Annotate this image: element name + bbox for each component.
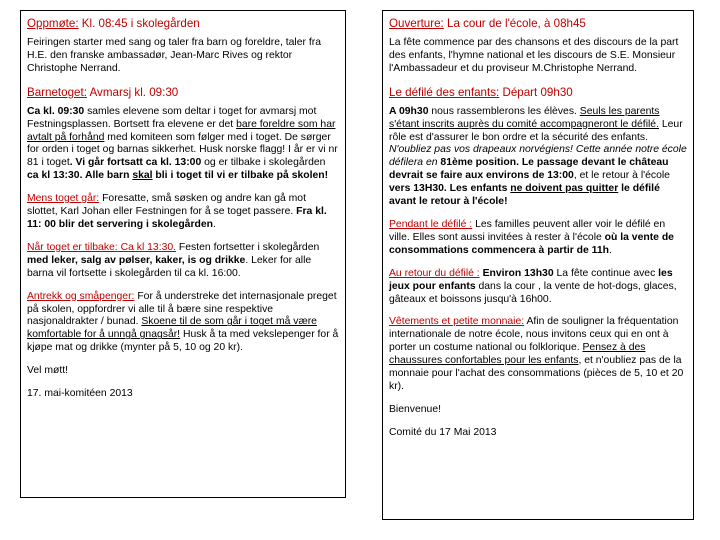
signature: 17. mai-komitéen 2013 xyxy=(27,388,133,400)
ouverture-heading: Ouverture: La cour de l'école, à 08h45 xyxy=(389,17,586,30)
antrekk-paragraph: Antrekk og småpenger: For å understreke det internasjonale preget på skolen, oppfordrer vi alle til å bære sine respektive nasjonaldrakter / bunad. Skoene til de som går i toget må være komfortable for å unngå gnagsår! Husk å ta med vekslepenger for å kjøpe mat og drikke (mynter på 5, 10 og 20 kr). xyxy=(27,290,339,354)
defile-paragraph: A 09h30 nous rassemblerons les élèves. Seuls les parents s'étant inscrits auprès du comité accompagneront le défilé. Leur rôle est d'assurer le bon ordre et la sécurité des enfants. N'oubliez pas vos drapeaux norvégiens! Cette année notre école défilera en 81ème position. Le passage devant le château devrait se faire aux environs de 13:00, et le retour à l'école vers 13H30. Les enfants ne doivent pas quitter le défilé avant le retour à l'école! xyxy=(389,105,687,208)
french-column xyxy=(382,10,694,520)
bienvenue: Bienvenue! xyxy=(389,403,441,415)
ouverture-paragraph: La fête commence par des chansons et des discours de la part des enfants, l'hymne national et les discours de S.E. Monsieur l'Ambassadeur et du proviseur M.Christophe Nerrand. xyxy=(389,37,679,74)
vetements-paragraph: Vêtements et petite monnaie: Afin de souligner la fréquentation internationale de notre école, nous invitons ceux qui en ont à porter un costume national ou folklorique. Pensez à des chaussures confortables pour les enfants, et n'oubliez pas de la monnaie pour l'achat des consommations (pièces de 5, 10 et 20 kr). xyxy=(389,316,684,392)
mens-toget-paragraph: Mens toget går: Foresatte, små søsken og andre kan gå mot slottet, Karl Johan eller Festningen for å se toget passere. Fra kl. 11: 00 blir det servering i skolegården. xyxy=(27,193,327,230)
oppmote-heading: Oppmøte: Kl. 08:45 i skolegården xyxy=(27,17,200,30)
greeting: Vel møtt! xyxy=(27,365,68,377)
norwegian-column xyxy=(20,10,346,498)
retour-paragraph: Au retour du défilé : Environ 13h30 La fête continue avec les jeux pour enfants dans la cour , la vente de hot-dogs, glaces, gâteaux et boissons jusqu'à 16h00. xyxy=(389,267,677,305)
comite-signature: Comité du 17 Mai 2013 xyxy=(389,426,497,438)
barnetoget-paragraph: Ca kl. 09:30 samles elevene som deltar i toget for avmarsj mot Festningsplassen. Bortsett fra elevene er det bare foreldre som har avtalt på forhånd med komiteen som følger med i toget. De sørger for orden i toget og barnas sikkerhet. Husk norske flagg! I år er vi nr 81 i toget. Vi går fortsatt ca kl. 13:00 og er tilbake i skolegården ca kl 13:30. Alle barn skal bli i toget til vi er tilbake på skolen! xyxy=(27,105,338,182)
barnetoget-heading: Barnetoget: Avmarsj kl. 09:30 xyxy=(27,85,179,99)
pendant-paragraph: Pendant le défilé : Les familles peuvent aller voir le défilé en ville. Elles sont aussi invitées à rester à l'école où la vente de consommations commencera à partir de 11h. xyxy=(389,218,674,256)
nar-toget-paragraph: Når toget er tilbake: Ca kl 13:30. Festen fortsetter i skolegården med leker, salg av pølser, kaker, is og drikke. Leker for alle barna vil fortsette i skolegården til ca kl. 16:00. xyxy=(27,241,320,279)
defile-heading: Le défilé des enfants: Départ 09h30 xyxy=(389,85,573,99)
oppmote-paragraph: Feiringen starter med sang og taler fra barn og foreldre, taler fra H.E. den franske ambassadør, Jean-Marc Rives og rektor Christophe Nerrand. xyxy=(27,37,321,74)
